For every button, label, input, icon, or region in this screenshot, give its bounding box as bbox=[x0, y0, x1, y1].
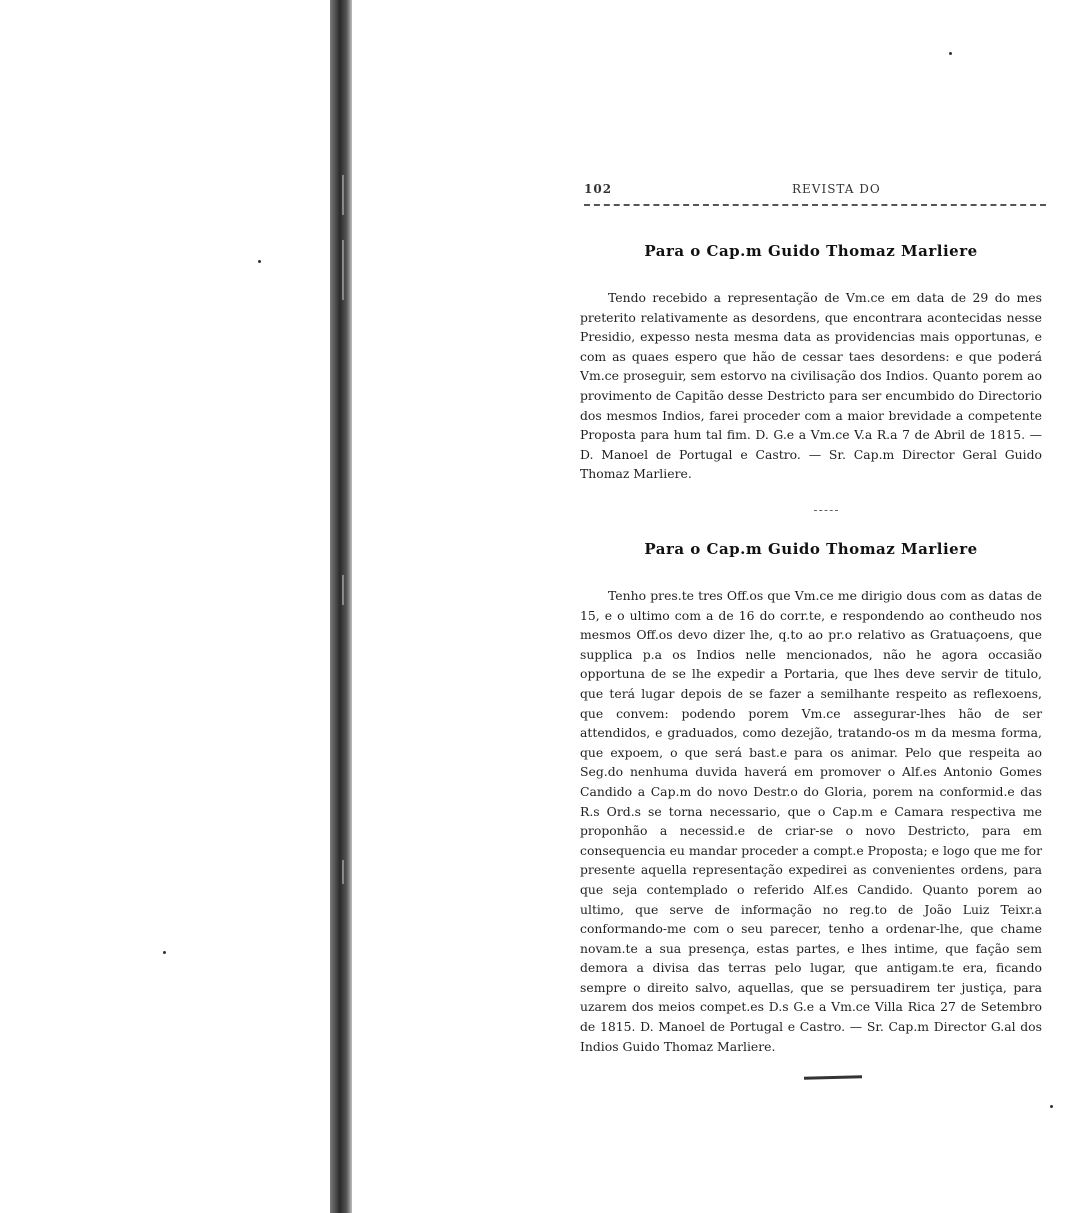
letter-1-body: Tendo recebido a representação de Vm.ce em data de 29 do mes preterito relativamente as desordens, que encontrara acontecidas nesse Presidio, expesso nesta mesma data as providencias mais opportunas, e com as quaes espero que hão de cessar taes desordens: e que poderá Vm.ce proseguir, sem estorvo na civilisação dos Indios. Quanto porem ao provimento de Capitão desse Destricto para ser encumbido do Directorio dos mesmos Indios, farei proceder com a maior brevidade a competente Proposta para hum tal fim. D. G.e a Vm.ce V.a R.a 7 de Abril de 1815. — D. Manoel de Portugal e Castro. — Sr. Cap.m Director Geral Guido Thomaz Marliere. bbox=[580, 290, 1042, 482]
scan-speck bbox=[163, 951, 166, 954]
page-edge-mark bbox=[342, 175, 344, 215]
facing-blank-page bbox=[0, 0, 330, 1213]
scan-speck bbox=[258, 260, 261, 263]
letter-1 bbox=[580, 242, 1042, 484]
letter-2-title: Para o Cap.m Guido Thomaz Marliere bbox=[644, 540, 978, 558]
header-rule bbox=[584, 204, 1046, 206]
text-page bbox=[352, 0, 1089, 1213]
end-rule bbox=[804, 1075, 862, 1080]
book-spine bbox=[330, 0, 352, 1213]
section-separator bbox=[814, 510, 838, 511]
running-title: REVISTA DO bbox=[792, 182, 881, 196]
scan-speck bbox=[949, 52, 952, 55]
page-edge-mark bbox=[342, 860, 344, 884]
page-edge-mark bbox=[342, 240, 344, 300]
letter-1-title: Para o Cap.m Guido Thomaz Marliere bbox=[644, 242, 978, 260]
page-number: 102 bbox=[584, 182, 613, 196]
page-edge-mark bbox=[342, 575, 344, 605]
letter-2-body: Tenho pres.te tres Off.os que Vm.ce me dirigio dous com as datas de 15, e o ultimo com a de 16 do corr.te, e respondendo ao contheudo nos mesmos Off.os devo dizer lhe, q.to ao pr.o relativo as Gratuaçoens, que supplica p.a os Indios nelle mencionados, não he agora occasião opportuna de se lhe expedir a Portaria, que lhes deve servir de titulo, que terá lugar depois de se fazer a semilhante respeito as reflexoens, que convem: podendo porem Vm.ce assegurar-lhes hão de ser attendidos, e graduados, como dezejão, tratando-os m da mesma forma, que expoem, o que será bast.e para os animar. Pelo que respeita ao Seg.do nenhuma duvida haverá em promover o Alf.es Antonio Gomes Candido a Cap.m do novo Destr.o do Gloria, porem na conformid.e das R.s Ord.s se torna necessario, que o Cap.m e Camara respectiva me proponhão a necessid.e de criar-se o novo Destricto, para em consequencia eu mandar proceder a compt.e Proposta; e logo que me for presente aquella representação expedirei as convenientes ordens, para que seja contemplado o referido Alf.es Candido. Quanto porem ao ultimo, que serve de informação no reg.to de João Luiz Teixr.a conformando-me com o seu parecer, tenho a ordenar-lhe, que chame novam.te a sua presença, estas partes, e lhes intime, que fação sem demora a divisa das terras pelo lugar, que antigam.te era, ficando sempre o direito salvo, aquellas, que se persuadirem ter justiça, para uzarem dos meios compet.es D.s G.e a Vm.ce Villa Rica 27 de Setembro de 1815. D. Manoel de Portugal e Castro. — Sr. Cap.m Director G.al dos Indios Guido Thomaz Marliere. bbox=[580, 588, 1042, 1054]
scan-speck bbox=[1050, 1105, 1053, 1108]
letter-2 bbox=[580, 540, 1042, 1056]
